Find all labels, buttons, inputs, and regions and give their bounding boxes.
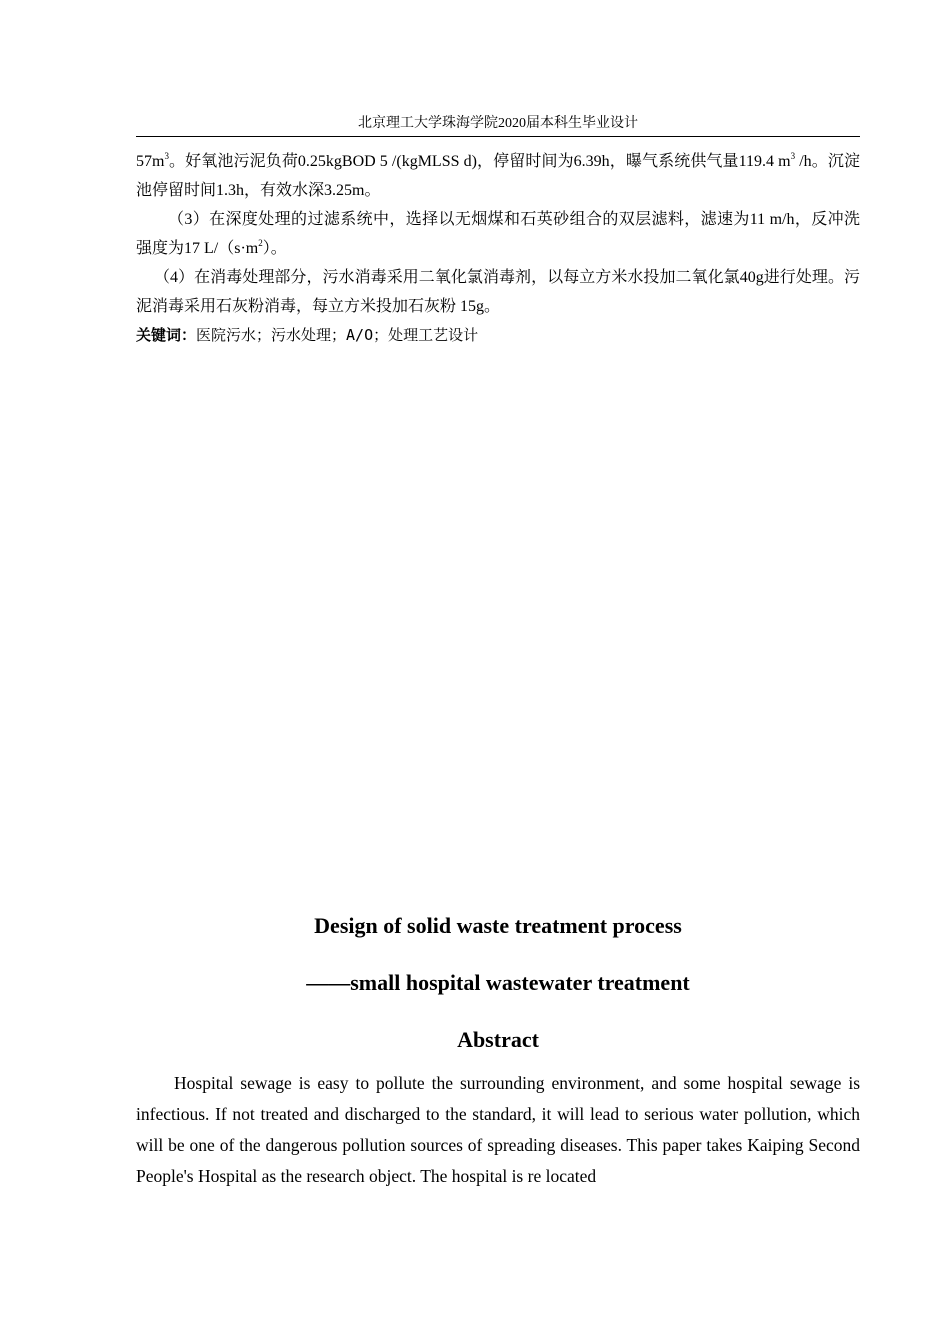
- english-subtitle: ——small hospital wastewater treatment: [306, 970, 690, 995]
- keywords-text: 医院污水；污水处理；A/O；处理工艺设计: [196, 326, 479, 344]
- chinese-abstract-continuation: [136, 147, 860, 350]
- paragraph-disinfection: （4）在消毒处理部分，污水消毒采用二氧化氯消毒剂，以每立方米水投加二氧化氯40g进行处理。污泥消毒采用石灰粉消毒，每立方米投加石灰粉 15g。: [136, 269, 860, 315]
- paragraph-aerobic-tank: $57m^3$。好氧池污泥负荷0.25kgBOD 5 /(kgMLSS d)，停留时间为6.39h，曝气系统供气量119.4 $m^3$ /h。沉淀池停留时间1.3h，有效水深3.25m。: [136, 151, 861, 199]
- keywords-line: [136, 321, 860, 350]
- header-title: 北京理工大学珠海学院2020届本科生毕业设计: [358, 116, 638, 131]
- paragraph-filtration: （3）在深度处理的过滤系统中，选择以无烟煤和石英砂组合的双层滤料，滤速为11 m/h，反冲洗强度为17 $L/(s\cdot m^2)$。: [136, 211, 860, 257]
- abstract-heading: Abstract: [457, 1027, 539, 1052]
- english-title: Design of solid waste treatment process: [314, 913, 682, 938]
- keywords-label: 关键词：: [136, 326, 197, 344]
- abstract-paragraph: Hospital sewage is easy to pollute the surrounding environment, and some hospital sewage is infectious. If not treated and discharged to the standard, it will lead to serious water pollution, which will be one of the dangerous pollution sources of spreading diseases. This paper takes Kaiping Second People's Hospital as the research object. The hospital is re located: [136, 1073, 860, 1186]
- page-header: [136, 116, 860, 137]
